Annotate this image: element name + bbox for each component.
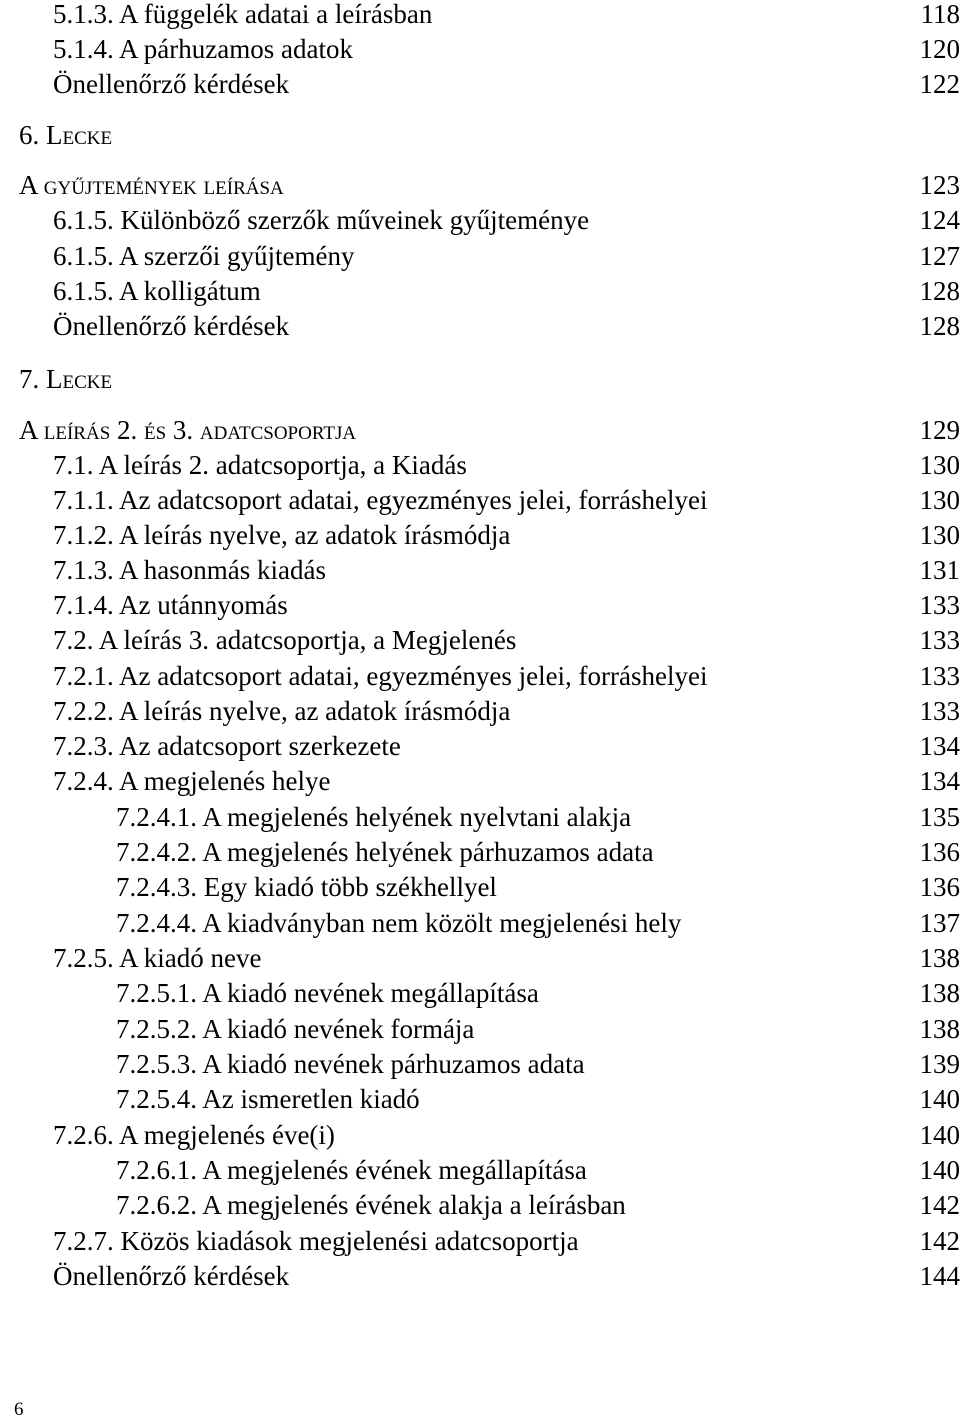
toc-entry-title: 7.2.6.1. A megjelenés évének megállapítása — [116, 1155, 587, 1185]
toc-entry — [0, 587, 960, 623]
toc-entry — [0, 799, 960, 835]
toc-entry — [0, 975, 960, 1011]
toc-entry-title: 7.2.7. Közös kiadások megjelenési adatcsoportja — [53, 1226, 579, 1256]
toc-entry — [0, 238, 960, 274]
toc-entry — [0, 1117, 960, 1153]
toc-entry-title: 6.1.5. Különböző szerzők műveinek gyűjteménye — [53, 205, 590, 235]
lesson-heading-title: 7. Lecke — [19, 364, 113, 394]
toc-entry-page: 120 — [919, 34, 960, 64]
toc-entry-page: 123 — [919, 170, 960, 200]
toc-entry — [0, 693, 960, 729]
toc-entry-title: 7.2.2. A leírás nyelve, az adatok írásmódja — [53, 696, 511, 726]
toc-entry — [0, 447, 960, 483]
toc-entry-page: 133 — [919, 625, 960, 655]
toc-entry — [0, 763, 960, 799]
toc-entry-title: 6.1.5. A szerzői gyűjtemény — [53, 241, 355, 271]
toc-entry-title: 7.2.6. A megjelenés éve(i) — [53, 1120, 335, 1150]
toc-entry — [0, 834, 960, 870]
toc-entry-title: 7.2.4.2. A megjelenés helyének párhuzamos adata — [116, 837, 654, 867]
toc-entry-title: 7.2.3. Az adatcsoport szerkezete — [53, 731, 401, 761]
toc-entry-title: 7.2.5.1. A kiadó nevének megállapítása — [116, 978, 539, 1008]
chapter-heading-title: A leírás 2. és 3. adatcsoportja — [19, 415, 357, 445]
toc-entry-page: 138 — [919, 1014, 960, 1044]
toc-entry — [0, 1258, 960, 1294]
toc-entry — [0, 0, 960, 32]
toc-entry-page: 131 — [919, 555, 960, 585]
chapter-heading — [0, 412, 960, 448]
toc-entry — [0, 1187, 960, 1223]
toc-entry-page: 136 — [919, 872, 960, 902]
toc-entry-title: 7.2. A leírás 3. adatcsoportja, a Megjelenés — [53, 625, 517, 655]
toc-entry — [0, 905, 960, 941]
toc-entry-title: 7.1.3. A hasonmás kiadás — [53, 555, 326, 585]
lesson-heading-title: 6. Lecke — [19, 120, 113, 150]
toc-entry-page: 142 — [919, 1226, 960, 1256]
toc-entry-page: 140 — [919, 1120, 960, 1150]
toc-entry-page: 138 — [919, 943, 960, 973]
toc-entry-title: Önellenőrző kérdések — [53, 1261, 290, 1291]
toc-entry-page: 128 — [919, 276, 960, 306]
toc-entry — [0, 658, 960, 694]
toc-entry-title: 7.2.5.3. A kiadó nevének párhuzamos adata — [116, 1049, 585, 1079]
toc-entry-title: 7.1.2. A leírás nyelve, az adatok írásmódja — [53, 520, 511, 550]
toc-entry — [0, 940, 960, 976]
toc-entry — [0, 517, 960, 553]
toc-entry-title: Önellenőrző kérdések — [53, 311, 290, 341]
toc-entry-page: 124 — [919, 205, 960, 235]
toc-entry — [0, 1011, 960, 1047]
toc-entry-title: 7.2.4.4. A kiadványban nem közölt megjelenési hely — [116, 908, 682, 938]
toc-entry-page: 144 — [919, 1261, 960, 1291]
toc-entry-title: 7.2.5.2. A kiadó nevének formája — [116, 1014, 475, 1044]
toc-entry-title: 7.2.4. A megjelenés helye — [53, 766, 331, 796]
toc-entry-page: 118 — [920, 0, 960, 29]
toc-entry-page: 122 — [919, 69, 960, 99]
toc-entry-page: 133 — [919, 590, 960, 620]
chapter-heading-title: A gyűjtemények leírása — [19, 170, 284, 200]
page-number: 6 — [14, 1399, 24, 1420]
toc-entry-title: 7.2.4.1. A megjelenés helyének nyelvtani alakja — [116, 802, 632, 832]
toc-entry-title: 7.1.1. Az adatcsoport adatai, egyezményes jelei, forráshelyei — [53, 485, 708, 515]
toc-entry-title: 6.1.5. A kolligátum — [53, 276, 261, 306]
toc-entry — [0, 308, 960, 344]
toc-entry — [0, 728, 960, 764]
toc-entry — [0, 31, 960, 67]
toc-entry-page: 140 — [919, 1155, 960, 1185]
toc-entry-page: 139 — [919, 1049, 960, 1079]
toc-entry — [0, 66, 960, 102]
toc-entry-page: 142 — [919, 1190, 960, 1220]
toc-entry-page: 127 — [919, 241, 960, 271]
toc-entry-page: 137 — [919, 908, 960, 938]
toc-entry — [0, 1152, 960, 1188]
toc-entry-page: 129 — [919, 415, 960, 445]
toc-entry-title: 5.1.4. A párhuzamos adatok — [53, 34, 353, 64]
toc-entry — [0, 1223, 960, 1259]
toc-entry-page: 134 — [919, 731, 960, 761]
toc-entry-page: 128 — [919, 311, 960, 341]
toc-entry — [0, 482, 960, 518]
toc-entry-title: 7.2.6.2. A megjelenés évének alakja a leírásban — [116, 1190, 626, 1220]
toc-entry — [0, 202, 960, 238]
toc-entry-title: 7.1.4. Az utánnyomás — [53, 590, 288, 620]
toc-entry-title: Önellenőrző kérdések — [53, 69, 290, 99]
toc-entry-title: 7.2.1. Az adatcsoport adatai, egyezményes jelei, forráshelyei — [53, 661, 708, 691]
toc-entry-page: 130 — [919, 520, 960, 550]
toc-entry-page: 130 — [919, 485, 960, 515]
lesson-heading — [0, 361, 960, 397]
toc-entry-page: 133 — [919, 661, 960, 691]
toc-entry-title: 7.2.5.4. Az ismeretlen kiadó — [116, 1084, 420, 1114]
toc-entry — [0, 273, 960, 309]
toc-entry — [0, 552, 960, 588]
toc-entry-page: 130 — [919, 450, 960, 480]
toc-entry-page: 140 — [919, 1084, 960, 1114]
toc-entry-title: 7.2.5. A kiadó neve — [53, 943, 262, 973]
toc-entry-page: 133 — [919, 696, 960, 726]
chapter-heading — [0, 167, 960, 203]
toc-entry-page: 136 — [919, 837, 960, 867]
lesson-heading — [0, 117, 960, 153]
toc-entry — [0, 1046, 960, 1082]
toc-entry — [0, 1081, 960, 1117]
toc-entry — [0, 622, 960, 658]
toc-entry — [0, 869, 960, 905]
toc-entry-page: 138 — [919, 978, 960, 1008]
toc-entry-page: 135 — [919, 802, 960, 832]
toc-entry-title: 7.1. A leírás 2. adatcsoportja, a Kiadás — [53, 450, 467, 480]
toc-entry-title: 5.1.3. A függelék adatai a leírásban — [53, 0, 433, 29]
toc-entry-title: 7.2.4.3. Egy kiadó több székhellyel — [116, 872, 497, 902]
toc-entry-page: 134 — [919, 766, 960, 796]
